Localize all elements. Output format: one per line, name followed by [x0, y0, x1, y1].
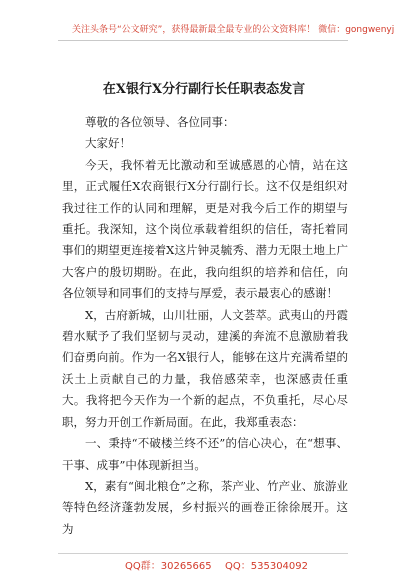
footer-qq-group: QQ群：30265665 — [125, 561, 212, 572]
page-footer — [0, 553, 408, 573]
document-title: 在X银行X分行副行长任职表态发言 — [102, 82, 306, 97]
body-paragraph: 今天，我怀着无比激动和至诚感恩的心情，站在这里，正式履任X农商银行X分行副行长。这不仅是组织对我过往工作的认同和理解，更是对我今后工作的期望与重托。我深知，这个岗位承载着组织的信任，寄托着同事们的期望更连接着X这片钟灵毓秀、潜力无限土地上广大客户的殷切期盼。在此，我向组织的培养和信任，向各位领导和同事们的支持与厚爱，表示最衷心的感谢！ — [62, 157, 348, 301]
body-paragraph: 一、秉持“不破楼兰终不还”的信心决心，在“想事、干事、成事”中体现新担当。 — [62, 436, 348, 472]
header-divider — [58, 40, 348, 41]
page-header — [0, 0, 408, 54]
greeting: 大家好！ — [85, 136, 131, 151]
footer-divider — [58, 553, 348, 554]
header-promo-text: 关注头条号“公文研究”，获得最新最全最专业的公文资料库！ 微信：gongwenyj — [72, 25, 395, 35]
body-paragraph: X，古府新城，山川壮丽，人文荟萃。武夷山的丹霞碧水赋予了我们坚韧与灵动，建溪的奔流不息激励着我们奋勇向前。作为一名X银行人，能够在这片充满希望的沃土上贡献自己的力量，我倍感荣幸，也深感责任重大。我将把今天作为一个新的起点，不负重托，尽心尽职，努力开创工作新局面。在此，我郑重表态： — [62, 307, 348, 429]
footer-qq-contact: QQ：535304092 — [225, 561, 309, 572]
salutation: 尊敬的各位领导、各位同事： — [85, 115, 235, 129]
document-body — [62, 112, 348, 540]
body-paragraph: X，素有“闽北粮仓”之称，茶产业、竹产业、旅游业等特色经济蓬勃发展，乡村振兴的画卷正徐徐展开。这为 — [62, 478, 348, 536]
